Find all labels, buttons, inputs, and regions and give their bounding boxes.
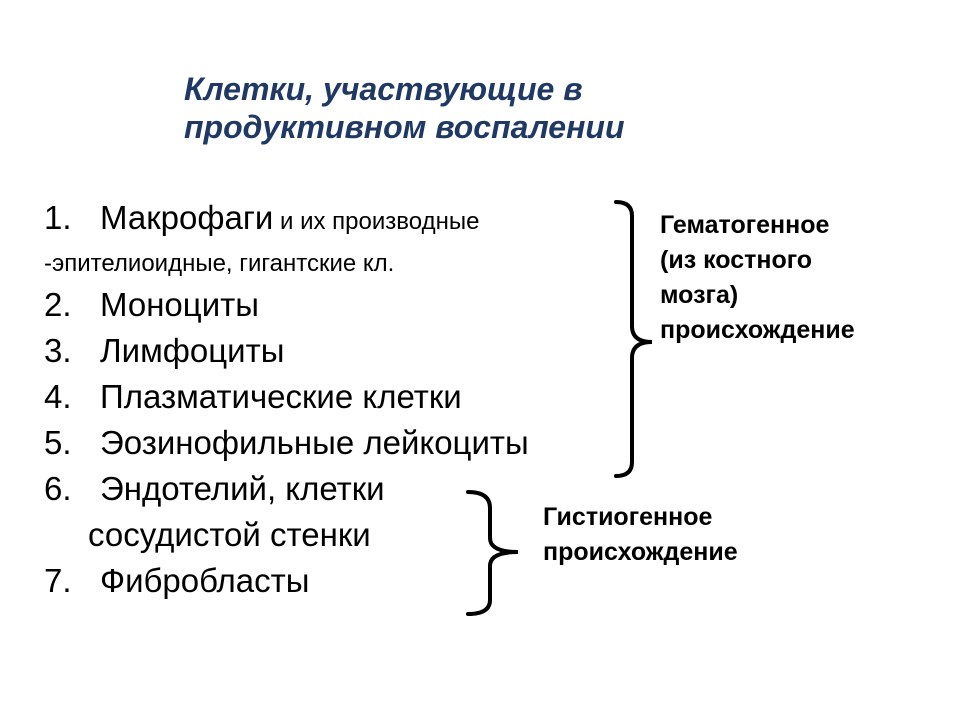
list-item-6-continuation: сосудистой стенки — [88, 516, 371, 553]
list-item-number: 2. — [44, 286, 72, 323]
hematogenous-brace — [616, 202, 652, 476]
label-line: Гематогенное — [660, 211, 830, 239]
list-item-number: 5. — [44, 424, 72, 461]
list-item-text: Лимфоциты — [100, 332, 285, 369]
list-item-text: Эндотелий, клетки — [100, 470, 385, 507]
histiogenous-brace — [468, 492, 518, 614]
histiogenous-origin-label — [543, 500, 738, 570]
hematogenous-origin-label — [660, 208, 855, 348]
list-item-text: Фибробласты — [100, 562, 310, 599]
label-line: происхождение — [660, 316, 855, 344]
list-item-number: 6. — [44, 470, 72, 507]
label-line: мозга) — [660, 281, 739, 309]
list-item-text: Плазматические клетки — [100, 378, 462, 415]
list-item-text: Моноциты — [100, 286, 259, 323]
list-item-number: 3. — [44, 332, 72, 369]
list-item-number: 7. — [44, 562, 72, 599]
list-item-extra: и их производные — [273, 208, 480, 235]
list-item-1-subline: -эпителиоидные, гигантские кл. — [44, 250, 395, 277]
title-line-2: продуктивном воспалении — [184, 109, 625, 145]
list-item-number: 1. — [44, 199, 72, 236]
list-item-text: Макрофаги — [100, 199, 274, 236]
label-line: Гистиогенное — [543, 503, 713, 531]
label-line: происхождение — [543, 538, 738, 566]
list-item-text: Эозинофильные лейкоциты — [100, 424, 529, 461]
title-line-1: Клетки, участвующие в — [184, 71, 583, 107]
label-line: (из костного — [660, 246, 813, 274]
list-item-number: 4. — [44, 378, 72, 415]
